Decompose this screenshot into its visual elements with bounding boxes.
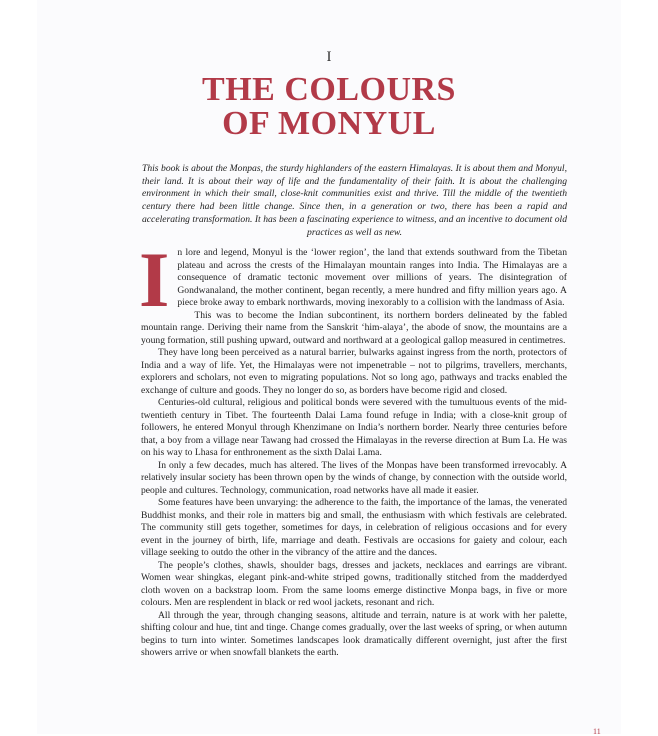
body-paragraph-6: Some features have been unvarying: the adherence to the faith, the importance of the lamas, the venerated Buddhist monks, and their role in matters big and small, the enthusiasm with which festivals are celebrated. The community still gets together, sometimes for days, in celebration of religious occasions and for every event in the journey of birth, life, marriage and death. Festivals are occasions for gaiety and colour, each village seeking to outdo the other in the vibrancy of the attire and the dances. (141, 497, 567, 558)
page-number: 11 (593, 727, 601, 736)
chapter-body (139, 236, 567, 660)
body-paragraph-1-text: n lore and legend, Monyul is the ‘lower region’, the land that extends southward from the Tibetan plateau and across the crests of the Himalayan mountain ranges into India. The Himalayas are a consequence of dramatic tectonic movement over millions of years. The disintegration of Gondwanaland, the mother continent, began recently, a mere hundred and fifty million years ago. A piece broke away to embark northwards, moving inexorably to a collision with the landmass of Asia. (177, 247, 567, 308)
book-page (37, 0, 621, 734)
body-paragraph-5: In only a few decades, much has altered. The lives of the Monpas have been transformed irrevocably. A relatively insular society has been thrown open by the winds of change, by connection with the outside world, people and cultures. Technology, communication, road networks have all made it easier. (141, 459, 567, 496)
chapter-number: I (326, 49, 332, 65)
body-paragraph-1 (139, 236, 567, 323)
body-paragraph-4: Centuries-old cultural, religious and political bonds were severed with the tumultuous events of the mid-twentieth century in Tibet. The fourteenth Dalai Lama found refuge in India; with a close-knit group of followers, he entered Monyul through Khenzimane on India’s northern border. Nearly three centuries before that, a boy from a village near Tawang had crossed the Himalayas in the reverse direction at Bum La. He was on his way to Lhasa for enthronement as the sixth Dalai Lama. (141, 397, 567, 458)
body-paragraph-8: All through the year, through changing seasons, altitude and terrain, nature is at work with her palette, shifting colour and hue, tint and tinge. Change comes gradually, over the last weeks of spring, or when autumn begins to turn into winter. Sometimes landscapes look dramatically different overnight, just after the first showers arrive or when snowfall blankets the earth. (141, 609, 567, 658)
chapter-title (37, 73, 621, 141)
body-paragraph-2: This was to become the Indian subcontinent, its northern borders delineated by the fabled mountain range. Deriving their name from the Sanskrit ‘him-alaya’, the abode of snow, the mountains are a young formation, still pushing upward, outward and northward at a geological gallop measured in centimetres. (141, 309, 567, 346)
chapter-title-line-2: OF MONYUL (222, 105, 436, 142)
drop-cap: I (139, 236, 170, 323)
body-paragraph-3: They have long been perceived as a natural barrier, bulwarks against ingress from the north, protectors of India and a way of life. Yet, the Himalayas were not impenetrable – not to pilgrims, travellers, merchants, explorers and scholars, not even to migrating populations. Not so long ago, pathways and tracks enabled the exchange of culture and goods. They no longer do so, as borders have become rigid and closed. (141, 347, 567, 396)
chapter-intro: This book is about the Monpas, the sturdy highlanders of the eastern Himalayas. It is about them and Monyul, their land. It is about their way of life and the fundamentality of their faith. It is about the challenging environment in which their small, close-knit communities exist and thrive. Till the middle of the twentieth century there had been little change. Since then, in a generation or two, there has been a rapid and accelerating transformation. It has been a fascinating experience to witness, and an incentive to document old practices as well as new. (142, 163, 567, 238)
chapter-title-line-1: THE COLOURS (202, 71, 456, 108)
body-paragraph-7: The people’s clothes, shawls, shoulder bags, dresses and jackets, necklaces and earrings are vibrant. Women wear shingkas, elegant pink-and-white striped gowns, traditionally stitched from the madderdyed cloth woven on a backstrap loom. From the same looms emerge distinctive Monpa bags, in five or more colours. Men are resplendent in black or red wool jackets, resonant and rich. (141, 559, 567, 608)
